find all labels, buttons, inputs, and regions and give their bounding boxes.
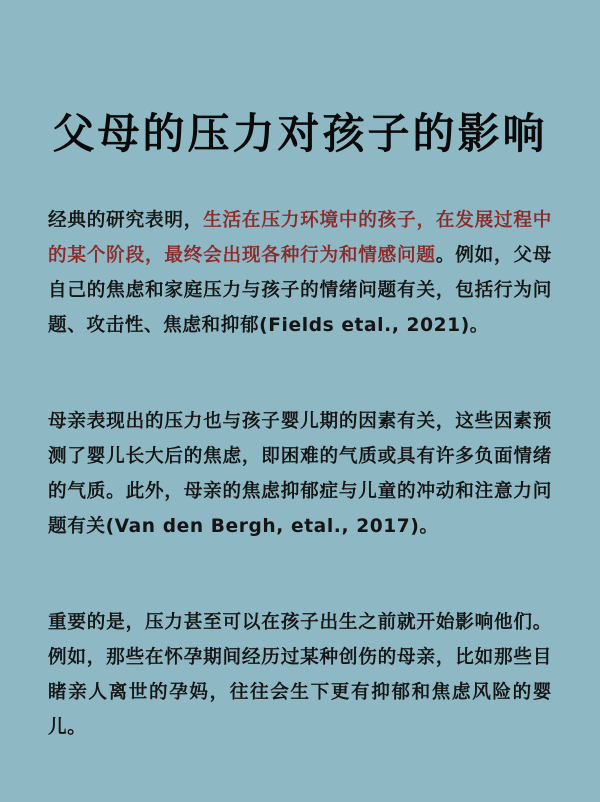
paragraph-1-highlight: 生活在压力环境中的孩子，在发展过程中的某个阶段，最终会出现各种行为和情感问题	[48, 210, 552, 266]
paragraph-1	[48, 203, 552, 343]
paragraph-1-intro: 经典的研究表明，	[48, 210, 204, 231]
page-title: 父母的压力对孩子的影响	[52, 109, 548, 158]
paragraph-1-rest: 。例如，父母自己的焦虑和家庭压力与孩子的情绪问题有关，包括行为问题、攻击性、焦虑和抑郁(Fields etal., 2021)。	[48, 245, 552, 336]
paragraph-2: 母亲表现出的压力也与孩子婴儿期的因素有关，这些因素预测了婴儿长大后的焦虑，即困难的气质或具有许多负面情绪的气质。此外，母亲的焦虑抑郁症与儿童的冲动和注意力问题有关(Van den Bergh, etal., 2017)。	[48, 411, 552, 537]
paragraph-3: 重要的是，压力甚至可以在孩子出生之前就开始影响他们。例如，那些在怀孕期间经历过某种创伤的母亲，比如那些目睹亲人离世的孕妈，往往会生下更有抑郁和焦虑风险的婴儿。	[48, 612, 552, 738]
